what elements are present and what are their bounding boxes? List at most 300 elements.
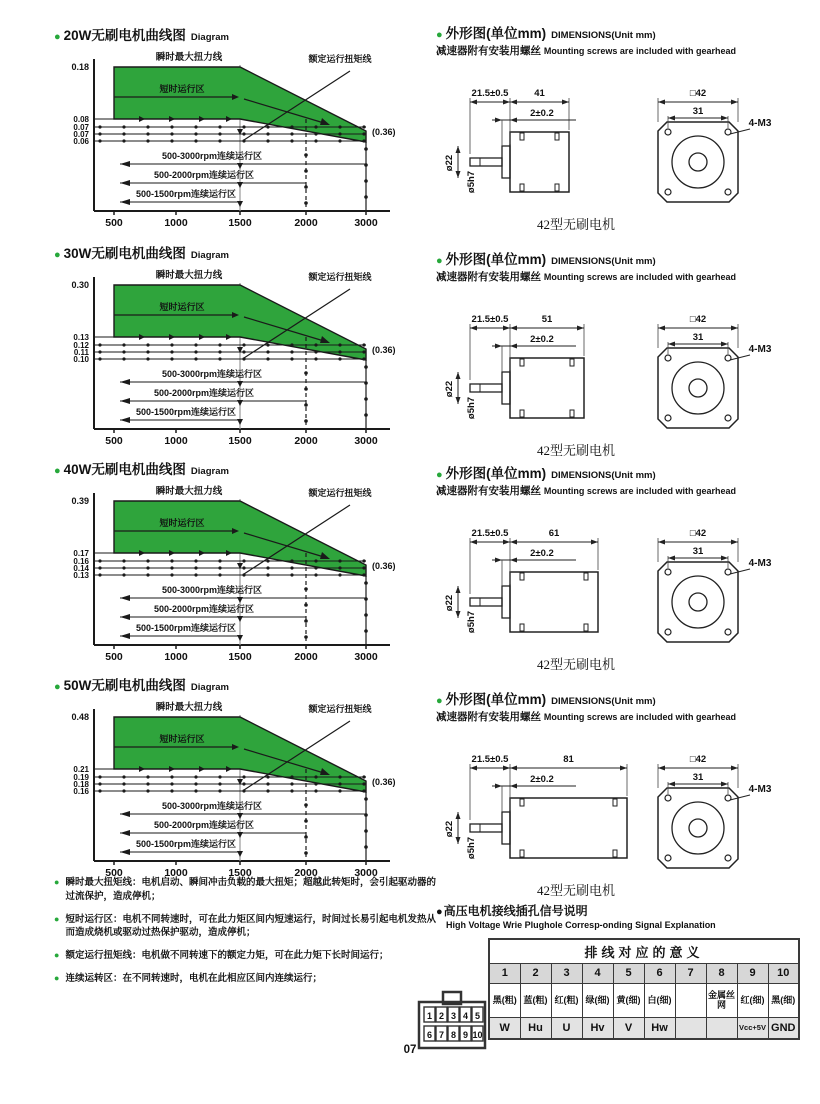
left-arrow [120,180,130,186]
boss-length-dim: 2±0.2 [530,334,554,345]
marker-dot [146,125,149,128]
dim-arrow [721,116,728,121]
y-tick-label: 0.13 [73,571,89,580]
x-tick-label: 1500 [228,651,252,663]
y-tick-label: 0.16 [73,557,89,566]
dim-arrow [495,784,502,789]
left-arrow [120,849,130,855]
mount-holes-label: 4-M3 [748,784,772,795]
marker-dot [304,819,308,823]
mount-hole [665,129,671,135]
dim-title-cn: 外形图(单位mm) [445,692,547,707]
marker-dot [122,782,125,785]
marker-dot [122,566,125,569]
dim-subtitle [436,43,820,58]
screw-slot [613,799,617,806]
marker-dot [194,566,197,569]
screw-slot [520,799,524,806]
motor-dimension-drawing [436,62,781,212]
dim-arrow [510,100,517,105]
connector-pin-number: 6 [426,1030,433,1040]
marker-dot [362,125,365,128]
marker-dot [338,125,341,128]
mount-hole [665,415,671,421]
dimensions-section-3 [436,462,820,673]
short-zone-label: 短时运行区 [159,302,205,312]
marker-dot [170,350,173,353]
motor-body [510,358,584,418]
motor-dimension-drawing [436,288,781,438]
signal-name-cell: V [613,1017,644,1039]
chart-title-en: Diagram [190,250,229,261]
marker-dot [304,419,308,423]
dim-arrow [503,100,510,105]
marker-dot [98,343,101,346]
mount-hole [725,189,731,195]
shaft-length-dim: 21.5±0.5 [471,528,509,539]
marker-dot [242,782,245,785]
dim-arrow [658,326,665,331]
dim-arrow [668,782,675,787]
marker-dot [290,139,293,142]
mount-hole [665,355,671,361]
marker-dot [122,125,125,128]
shaft-length-dim: 21.5±0.5 [471,754,509,765]
motor-body [510,798,627,858]
signal-section-title [436,902,820,919]
pin-number-cell: 9 [737,963,768,983]
pin-number-cell: 4 [582,963,613,983]
y-tick-label: 0.18 [71,62,89,72]
marker-dot [338,566,341,569]
chart-section-30w [54,242,426,451]
wire-color-cell: 红(粗) [551,983,582,1017]
marker-dot [266,559,269,562]
marker-dot [218,357,221,360]
x-tick-label: 500 [105,867,123,879]
x-tick-label: 3000 [354,651,378,663]
dim-arrow [721,342,728,347]
green-bullet-icon: ● [436,695,443,707]
y-tick-label: 0.48 [71,712,89,722]
dim-arrow [456,611,461,618]
pilot-boss [502,586,510,618]
marker-dot [338,559,341,562]
marker-dot [194,350,197,353]
x-tick-label: 1000 [164,867,188,879]
wire-color-cell: 黑(细) [768,983,799,1017]
pin-number-cell: 1 [489,963,520,983]
left-arrow [120,161,130,167]
y-tick-label: 0.21 [73,765,89,774]
zone-label: 500-1500rpm连续运行区 [135,623,237,633]
green-bullet-icon: ● [436,29,443,41]
shaft-dia-dim: ø5h7 [466,396,477,420]
rated-line-label: 额定运行扭矩线 [308,488,372,498]
marker-dot [364,413,368,417]
chart-title-en: Diagram [190,466,229,477]
bolt-spacing-dim: 31 [692,106,704,117]
marker-dot [362,559,365,562]
dim-arrow [562,100,569,105]
mount-holes-label: 4-M3 [748,344,772,355]
connector-pin-number: 5 [474,1011,481,1021]
dim-arrow [668,116,675,121]
dim-arrow [495,558,502,563]
marker-dot [194,782,197,785]
y-tick-label: 0.14 [73,564,89,573]
x-tick-label: 1000 [164,217,188,229]
marker-dot [242,775,245,778]
marker-dot [146,343,149,346]
marker-dot [364,829,368,833]
pin-number-cell: 5 [613,963,644,983]
chart-title-cn: 30W无刷电机曲线图 [63,246,186,261]
shaft-length-dim: 21.5±0.5 [471,314,509,325]
connector-pin-number: 7 [438,1030,445,1040]
dim-arrow [731,100,738,105]
dim-title-en: DIMENSIONS(Unit mm) [551,696,656,707]
marker-dot [314,573,317,576]
wire-color-cell [675,983,706,1017]
note-item [54,972,436,986]
dim-caption: 42型无刷电机 [536,443,615,458]
y-tick-label: 0.13 [73,333,89,342]
dim-caption: 42型无刷电机 [536,657,615,672]
marker-dot [146,357,149,360]
body-length-dim: 51 [541,314,553,325]
y-tick-label: 0.06 [73,137,89,146]
connector-pin-number: 1 [426,1011,433,1021]
marker-dot [362,573,365,576]
marker-dot [304,803,308,807]
chart-title-en: Diagram [190,32,229,43]
body-length-dim: 81 [563,754,574,765]
marker-dot [314,782,317,785]
shaft [470,598,502,606]
left-arrow [120,417,130,423]
y-tick-label: 0.12 [73,341,89,350]
y-tick-label: 0.08 [73,115,89,124]
x-tick-label: 1500 [228,217,252,229]
zone-label: 500-1500rpm连续运行区 [135,839,237,849]
dim-arrow [510,118,517,123]
green-bullet-icon: ● [436,255,443,267]
chart-section-title [54,458,426,478]
chart-title-cn: 40W无刷电机曲线图 [63,462,186,477]
rated-line-label: 额定运行扭矩线 [308,704,372,714]
left-arrow [120,614,130,620]
connector-pin-number: 8 [450,1030,457,1040]
screw-slot [520,359,524,366]
y-tick-label: 0.30 [71,280,89,290]
y-tick-label: 0.16 [73,787,89,796]
marker-dot [314,132,317,135]
marker-dot [242,343,245,346]
marker-dot [170,125,173,128]
marker-dot [194,573,197,576]
dim-title-en: DIMENSIONS(Unit mm) [551,30,656,41]
marker-dot [266,132,269,135]
pilot-boss [502,372,510,404]
marker-dot [338,139,341,142]
zone-label: 500-3000rpm连续运行区 [161,801,263,811]
note-item [54,913,436,941]
dim-caption: 42型无刷电机 [536,883,615,898]
marker-dot [194,132,197,135]
marker-dot [218,775,221,778]
marker-dot [314,139,317,142]
marker-dot [98,350,101,353]
marker-dot [218,343,221,346]
dim-arrow [721,782,728,787]
end-annotation: (0.36) [372,345,396,355]
marker-dot [266,566,269,569]
flange-dia-dim: ø22 [444,154,455,172]
marker-dot [338,343,341,346]
marker-dot [362,132,365,135]
mount-hole [665,629,671,635]
dim-arrow [456,171,461,178]
x-tick-label: 1000 [164,435,188,447]
dimensions-section-4 [436,688,820,899]
marker-dot [290,125,293,128]
dim-arrow [470,100,477,105]
dim-arrow [470,326,477,331]
marker-dot [266,343,269,346]
note-text: 额定运行扭矩线：电机做不同转速下的额定力矩，可在此力矩下长时间运行； [65,950,389,962]
dim-arrow [510,326,517,331]
dim-arrow [470,766,477,771]
marker-dot [364,397,368,401]
green-bullet-icon: ● [54,249,61,261]
marker-dot [314,566,317,569]
marker-dot [304,201,308,205]
screw-slot [584,624,588,631]
boss-length-dim: 2±0.2 [530,774,554,785]
dim-arrow [721,556,728,561]
marker-dot [218,132,221,135]
marker-dot [218,125,221,128]
marker-dot [122,350,125,353]
signal-title-en: High Voltage Wrie Plughole Corresp-onding Signal Explanation [446,920,716,930]
signal-section [426,902,820,1058]
x-tick-label: 3000 [354,435,378,447]
green-bullet-icon: ● [54,877,60,887]
dim-arrow [503,766,510,771]
marker-dot [362,789,365,792]
marker-dot [218,559,221,562]
zone-label: 500-2000rpm连续运行区 [153,388,255,398]
pilot-circle [672,136,724,188]
screw-slot [520,573,524,580]
chart-section-title [54,242,426,262]
mount-hole [665,855,671,861]
dim-arrow [495,344,502,349]
marker-dot [364,629,368,633]
marker-dot [338,132,341,135]
dim-arrow [456,837,461,844]
dimensions-title [436,248,820,268]
marker-dot [218,350,221,353]
shaft-hole [689,819,707,837]
chart-title-cn: 50W无刷电机曲线图 [63,678,186,693]
green-bullet-icon: ● [54,465,61,477]
x-tick-label: 2000 [294,217,318,229]
marker-dot [314,343,317,346]
dim-arrow [456,146,461,153]
shaft-dia-dim: ø5h7 [466,170,477,194]
connector-pin-number: 10 [472,1030,483,1040]
dim-arrow [510,766,517,771]
peak-line-label: 瞬时最大扭力线 [155,702,223,713]
x-tick-label: 3000 [354,217,378,229]
marker-dot [290,789,293,792]
left-arrow [120,199,130,205]
marker-dot [338,350,341,353]
marker-dot [122,559,125,562]
motor-body [510,132,569,192]
note-text: 瞬时最大扭矩线：电机启动、瞬间冲击负载的最大扭矩；超越此转矩时，会引起驱动器的过流保护，造成停机； [65,877,436,902]
marker-dot [362,357,365,360]
dim-subtitle-en: Mounting screws are included with gearhead [543,46,736,56]
chart-section-50w [54,674,426,883]
dim-arrow [668,556,675,561]
marker-dot [304,851,308,855]
dim-subtitle-en: Mounting screws are included with gearhead [543,272,736,282]
notes-list [54,876,436,995]
square-size-dim: □42 [689,314,707,325]
chart-section-title [54,24,426,44]
wire-color-cell: 金属丝网 [706,983,737,1017]
marker-dot [266,357,269,360]
marker-dot [314,350,317,353]
marker-dot [304,387,308,391]
marker-dot [364,179,368,183]
marker-dot [290,350,293,353]
marker-dot [170,573,173,576]
connector-pin-number: 4 [462,1011,469,1021]
connector-diagram [416,990,490,1052]
marker-dot [290,132,293,135]
signal-name-cell [675,1017,706,1039]
marker-dot [304,371,308,375]
marker-dot [362,350,365,353]
dim-arrow [510,540,517,545]
marker-dot [314,357,317,360]
dim-subtitle [436,483,820,498]
marker-dot [194,343,197,346]
shaft [470,158,502,166]
green-bullet-icon: ● [54,681,61,693]
marker-dot [304,185,308,189]
leader-line [730,569,750,574]
marker-dot [170,789,173,792]
x-tick-label: 1000 [164,651,188,663]
mount-holes-label: 4-M3 [748,558,772,569]
motor-body [510,572,598,632]
dim-arrow [731,326,738,331]
dim-arrow [731,540,738,545]
wire-color-cell: 蓝(粗) [520,983,551,1017]
marker-dot [122,573,125,576]
dim-caption: 42型无刷电机 [536,217,615,232]
torque-speed-chart-20w [54,45,404,233]
note-item [54,876,436,904]
marker-dot [266,139,269,142]
marker-dot [122,357,125,360]
dim-title-cn: 外形图(单位mm) [445,252,547,267]
marker-dot [218,789,221,792]
peak-line-label: 瞬时最大扭力线 [155,270,223,281]
y-tick-label: 0.10 [73,355,89,364]
boss-length-dim: 2±0.2 [530,548,554,559]
chart-section-20w [54,24,426,233]
marker-dot [98,782,101,785]
dimensions-section-1 [436,22,820,233]
marker-dot [304,619,308,623]
wire-color-cell: 白(细) [644,983,675,1017]
chart-section-title [54,674,426,694]
left-arrow [120,830,130,836]
marker-dot [362,343,365,346]
dim-arrow [620,766,627,771]
marker-dot [290,573,293,576]
marker-dot [122,775,125,778]
marker-dot [290,559,293,562]
marker-dot [122,132,125,135]
dim-title-cn: 外形图(单位mm) [445,26,547,41]
bolt-spacing-dim: 31 [692,546,704,557]
signal-name-cell: GND [768,1017,799,1039]
marker-dot [98,132,101,135]
table-row [489,983,799,1017]
mount-hole [725,629,731,635]
marker-dot [146,782,149,785]
dim-arrow [510,558,517,563]
pilot-circle [672,802,724,854]
marker-dot [290,343,293,346]
pilot-circle [672,362,724,414]
end-annotation: (0.36) [372,777,396,787]
mount-hole [665,569,671,575]
wire-color-cell: 绿(细) [582,983,613,1017]
marker-dot [338,789,341,792]
dim-arrow [456,812,461,819]
left-arrow [120,379,130,385]
shaft-dia-dim: ø5h7 [466,610,477,634]
y-tick-label: 0.19 [73,773,89,782]
marker-dot [362,782,365,785]
zone-label: 500-1500rpm连续运行区 [135,407,237,417]
dim-arrow [456,397,461,404]
dim-arrow [658,766,665,771]
square-size-dim: □42 [689,88,707,99]
dim-arrow [658,540,665,545]
mount-hole [665,189,671,195]
left-arrow [120,633,130,639]
chart-title-cn: 20W无刷电机曲线图 [63,28,186,43]
marker-dot [364,797,368,801]
screw-slot [570,359,574,366]
green-bullet-icon: ● [436,469,443,481]
body-length-dim: 61 [548,528,560,539]
marker-dot [266,782,269,785]
screw-slot [520,624,524,631]
marker-dot [170,132,173,135]
marker-dot [218,782,221,785]
dim-arrow [658,100,665,105]
